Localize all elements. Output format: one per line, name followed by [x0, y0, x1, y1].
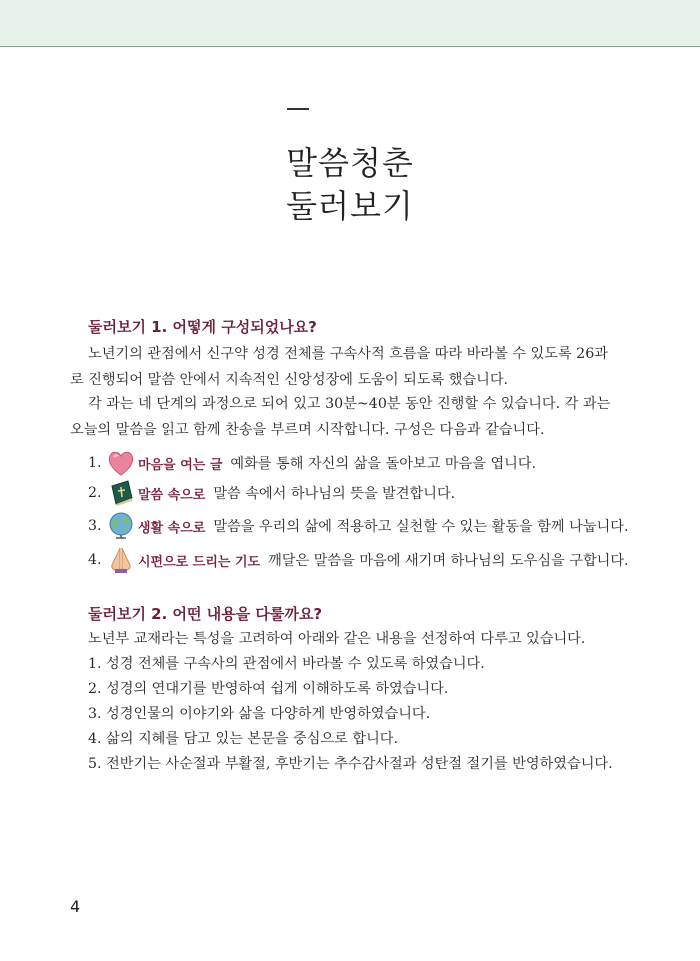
praying-hands-icon: [106, 545, 136, 575]
list-item: 2. 성경의 연대기를 반영하여 쉽게 이해하도록 하였습니다.: [88, 681, 449, 697]
bible-icon: [106, 478, 136, 508]
step-label: 생활 속으로: [138, 520, 206, 536]
step-2: [88, 478, 455, 508]
step-number: 2.: [88, 485, 102, 501]
title-dash: [287, 108, 309, 110]
paragraph-line: 오늘의 말씀을 읽고 함께 찬송을 부르며 시작합니다. 구성은 다음과 같습니다.: [70, 422, 545, 438]
step-label: 마음을 여는 글: [138, 457, 223, 473]
top-header-band: [0, 0, 700, 47]
step-number: 4.: [88, 552, 102, 568]
section2-intro: [70, 626, 610, 652]
step-label: 말씀 속으로: [138, 487, 206, 503]
step-number: 3.: [88, 518, 102, 534]
paragraph-line: 노년부 교재라는 특성을 고려하여 아래와 같은 내용을 선정하여 다루고 있습니다.: [88, 631, 586, 647]
heart-icon: [106, 448, 136, 478]
list-item: 5. 전반기는 사순절과 부활절, 후반기는 추수감사절과 성탄절 절기를 반영하였습니다.: [88, 756, 613, 772]
section1-heading: 둘러보기 1. 어떻게 구성되었나요?: [88, 318, 317, 336]
page-number: 4: [70, 897, 81, 916]
step-text: 말씀 속에서 하나님의 뜻을 발견합니다.: [213, 486, 456, 502]
list-item: 3. 성경인물의 이야기와 삶을 다양하게 반영하였습니다.: [88, 706, 431, 722]
step-number: 1.: [88, 455, 102, 471]
section1-paragraph1: [70, 341, 610, 393]
step-1: [88, 448, 536, 478]
page-title-line2: 둘러보기: [286, 187, 414, 225]
paragraph-line: 로 진행되어 말씀 안에서 지속적인 신앙성장에 도움이 되도록 했습니다.: [70, 372, 509, 388]
list-item: 1. 성경 전체를 구속사의 관점에서 바라볼 수 있도록 하였습니다.: [88, 656, 485, 672]
section1-paragraph2: [70, 391, 610, 443]
paragraph-line: 각 과는 네 단계의 과정으로 되어 있고 30분~40분 동안 진행할 수 있습니다. 각 과는: [88, 396, 611, 412]
step-text: 예화를 통해 자신의 삶을 돌아보고 마음을 엽니다.: [230, 456, 537, 472]
globe-icon: [106, 511, 136, 541]
section2-heading: 둘러보기 2. 어떤 내용을 다룰까요?: [88, 605, 323, 623]
step-text: 말씀을 우리의 삶에 적용하고 실천할 수 있는 활동을 함께 나눕니다.: [213, 519, 629, 535]
section2-list: [88, 652, 613, 777]
step-4: [88, 545, 629, 575]
step-3: [88, 511, 628, 541]
paragraph-line: 노년기의 관점에서 신구약 성경 전체를 구속사적 흐름을 따라 바라볼 수 있도록 26과: [88, 346, 608, 362]
step-label: 시편으로 드리는 기도: [138, 554, 261, 570]
list-item: 4. 삶의 지혜를 담고 있는 본문을 중심으로 합니다.: [88, 731, 399, 747]
page-title-line1: 말씀청춘: [286, 144, 414, 182]
step-text: 깨달은 말씀을 마음에 새기며 하나님의 도우심을 구합니다.: [268, 553, 629, 569]
